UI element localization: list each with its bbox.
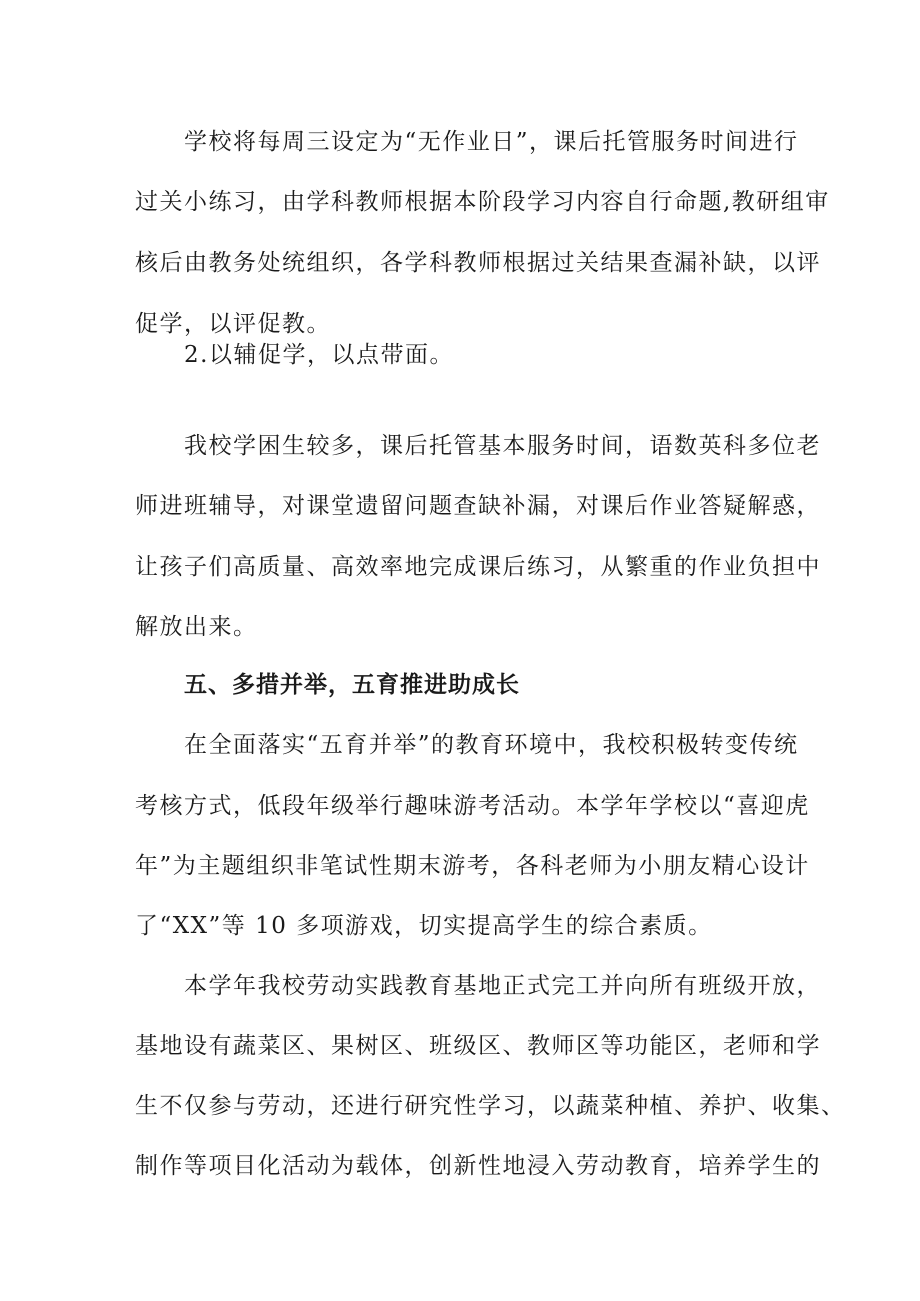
- paragraph-line: 本学年我校劳动实践教育基地正式完工并向所有班级开放，: [184, 973, 821, 999]
- paragraph-line: 在全面落实“五育并举”的教育环境中，我校积极转变传统: [184, 732, 799, 758]
- paragraph-line: 生不仅参与劳动，还进行研究性学习，以蔬菜种植、养护、收集、: [135, 1093, 846, 1119]
- paragraph-line: 解放出来。: [135, 614, 258, 640]
- paragraph-line: 考核方式，低段年级举行趣味游考活动。本学年学校以“喜迎虎: [135, 793, 810, 819]
- paragraph-line: 学校将每周三设定为“无作业日”，课后托管服务时间进行: [184, 129, 799, 155]
- paragraph-line: 让孩子们高质量、高效率地完成课后练习，从繁重的作业负担中: [135, 554, 821, 580]
- paragraph-line: 促学，以评促教。: [135, 311, 331, 337]
- paragraph-line: 过关小练习，由学科教师根据本阶段学习内容自行命题,教研组审: [135, 189, 830, 215]
- paragraph-line: 核后由教务处统组织，各学科教师根据过关结果查漏补缺，以评: [135, 250, 821, 276]
- paragraph-line: 年”为主题组织非笔试性期末游考，各科老师为小朋友精心设计: [135, 853, 810, 879]
- paragraph-line: 我校学困生较多，课后托管基本服务时间，语数英科多位老: [184, 433, 821, 459]
- paragraph-line: 制作等项目化活动为载体，创新性地浸入劳动教育，培养学生的: [135, 1153, 821, 1179]
- paragraph-line: 基地设有蔬菜区、果树区、班级区、教师区等功能区，老师和学: [135, 1033, 821, 1059]
- list-item-line: 2.以辅促学，以点带面。: [184, 342, 454, 368]
- paragraph-line: 师进班辅导，对课堂遗留问题查缺补漏，对课后作业答疑解惑，: [135, 493, 821, 519]
- paragraph-line: 了“XX”等 10 多项游戏，切实提高学生的综合素质。: [135, 913, 713, 939]
- section-heading: 五、多措并举，五育推进助成长: [184, 672, 520, 698]
